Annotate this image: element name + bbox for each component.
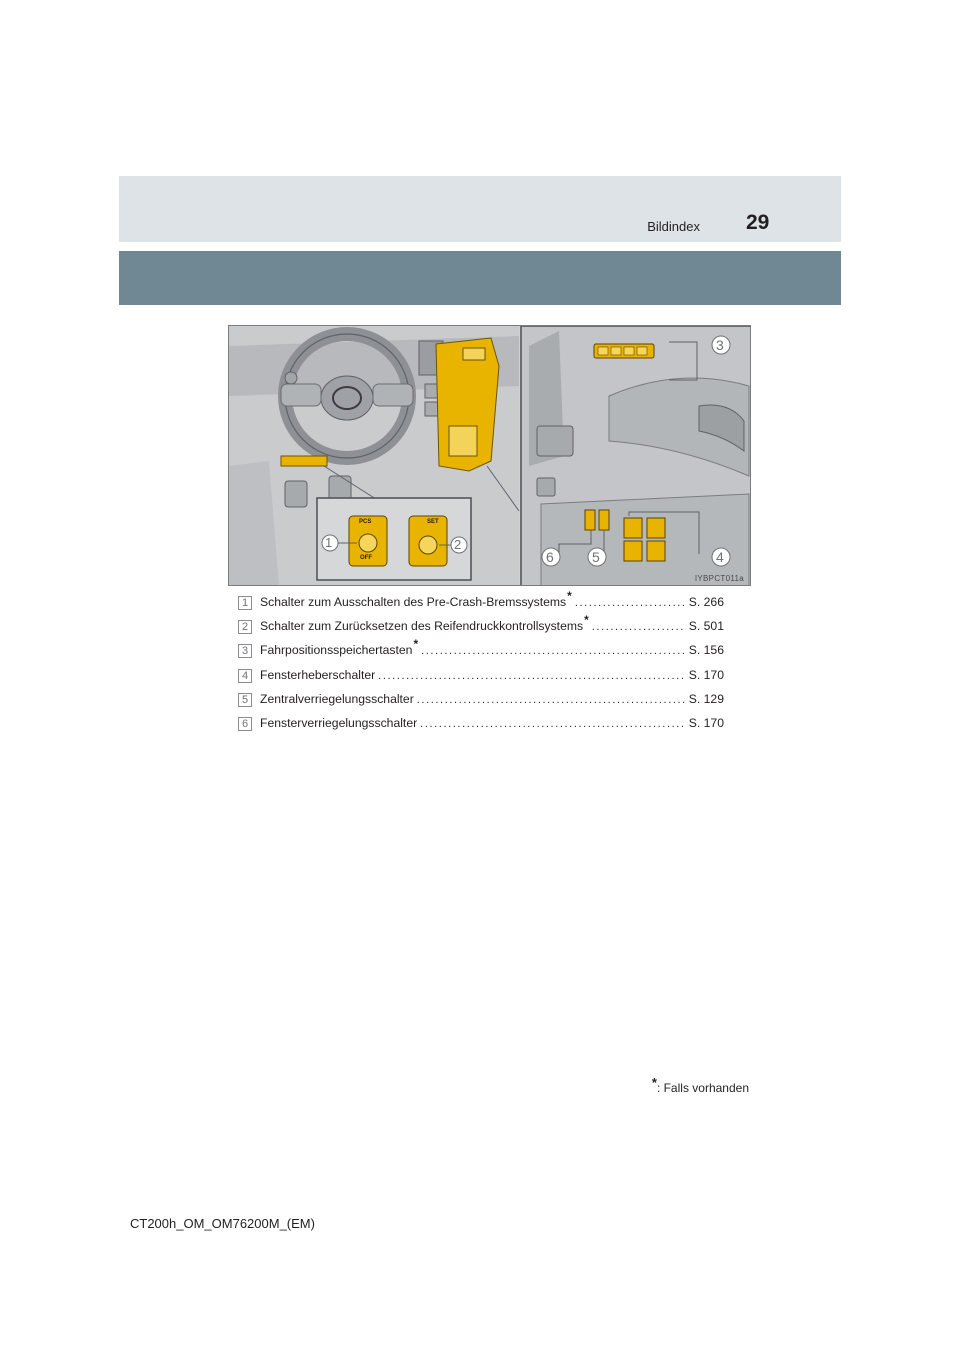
item-label: Fensterverriegelungsschalter: [260, 715, 418, 730]
figure-code: IYBPCT011a: [694, 574, 744, 583]
dashboard-drawing: [229, 326, 751, 586]
item-number: 1: [238, 596, 252, 610]
leader-dots: [592, 621, 686, 633]
page-reference[interactable]: S. 156: [688, 643, 724, 658]
list-item: [238, 637, 724, 665]
item-number: 6: [238, 717, 252, 731]
list-item: [238, 690, 724, 714]
list-item: [238, 714, 724, 738]
item-label: Zentralverriegelungsschalter: [260, 691, 414, 706]
page-reference[interactable]: S. 170: [688, 667, 724, 682]
dashboard-illustration: [228, 325, 751, 586]
item-number: 4: [238, 669, 252, 683]
leader-dots: [421, 645, 686, 657]
index-list: [238, 589, 724, 738]
footnote: [651, 1075, 749, 1095]
page-reference[interactable]: S. 170: [688, 715, 724, 730]
asterisk: *: [413, 637, 419, 652]
asterisk: *: [567, 589, 572, 603]
page-reference[interactable]: S. 129: [688, 691, 724, 706]
list-item: [238, 613, 724, 641]
callout-4: 4: [716, 549, 724, 565]
page-reference[interactable]: S. 266: [688, 595, 724, 609]
page-number: 29: [746, 211, 770, 234]
leader-dots: [417, 694, 686, 706]
item-number: 2: [238, 620, 252, 634]
item-label: Fensterheberschalter: [260, 667, 376, 682]
leader-dots: [378, 670, 686, 682]
section-title: Bildindex: [647, 219, 700, 234]
set-label: SET: [427, 519, 439, 525]
footer-document-code: CT200h_OM_OM76200M_(EM): [130, 1216, 315, 1231]
list-item: [238, 589, 724, 617]
leader-dots: [575, 597, 686, 609]
page-reference[interactable]: S. 501: [688, 619, 724, 634]
item-label: Fahrpositionsspeichertasten: [260, 643, 413, 658]
leader-dots: [420, 718, 686, 730]
footnote-text: : Falls vorhanden: [656, 1081, 749, 1095]
item-label: Schalter zum Zurücksetzen des Reifendruckkontrollsystems: [260, 619, 584, 634]
callout-2: 2: [454, 537, 462, 552]
list-item: [238, 666, 724, 690]
callout-6: 6: [546, 549, 554, 565]
footnote-asterisk: *: [651, 1075, 657, 1090]
item-label: Schalter zum Ausschalten des Pre-Crash-Bremssystems: [260, 595, 567, 609]
off-label: OFF: [360, 555, 372, 561]
header-band: [119, 251, 841, 305]
callout-3: 3: [716, 337, 724, 353]
callout-1: 1: [325, 535, 333, 550]
item-number: 5: [238, 693, 252, 707]
asterisk: *: [584, 613, 589, 628]
header-top-bar: [119, 176, 841, 242]
item-number: 3: [238, 644, 252, 658]
pcs-label: PCS: [359, 519, 372, 525]
callout-5: 5: [592, 549, 600, 565]
